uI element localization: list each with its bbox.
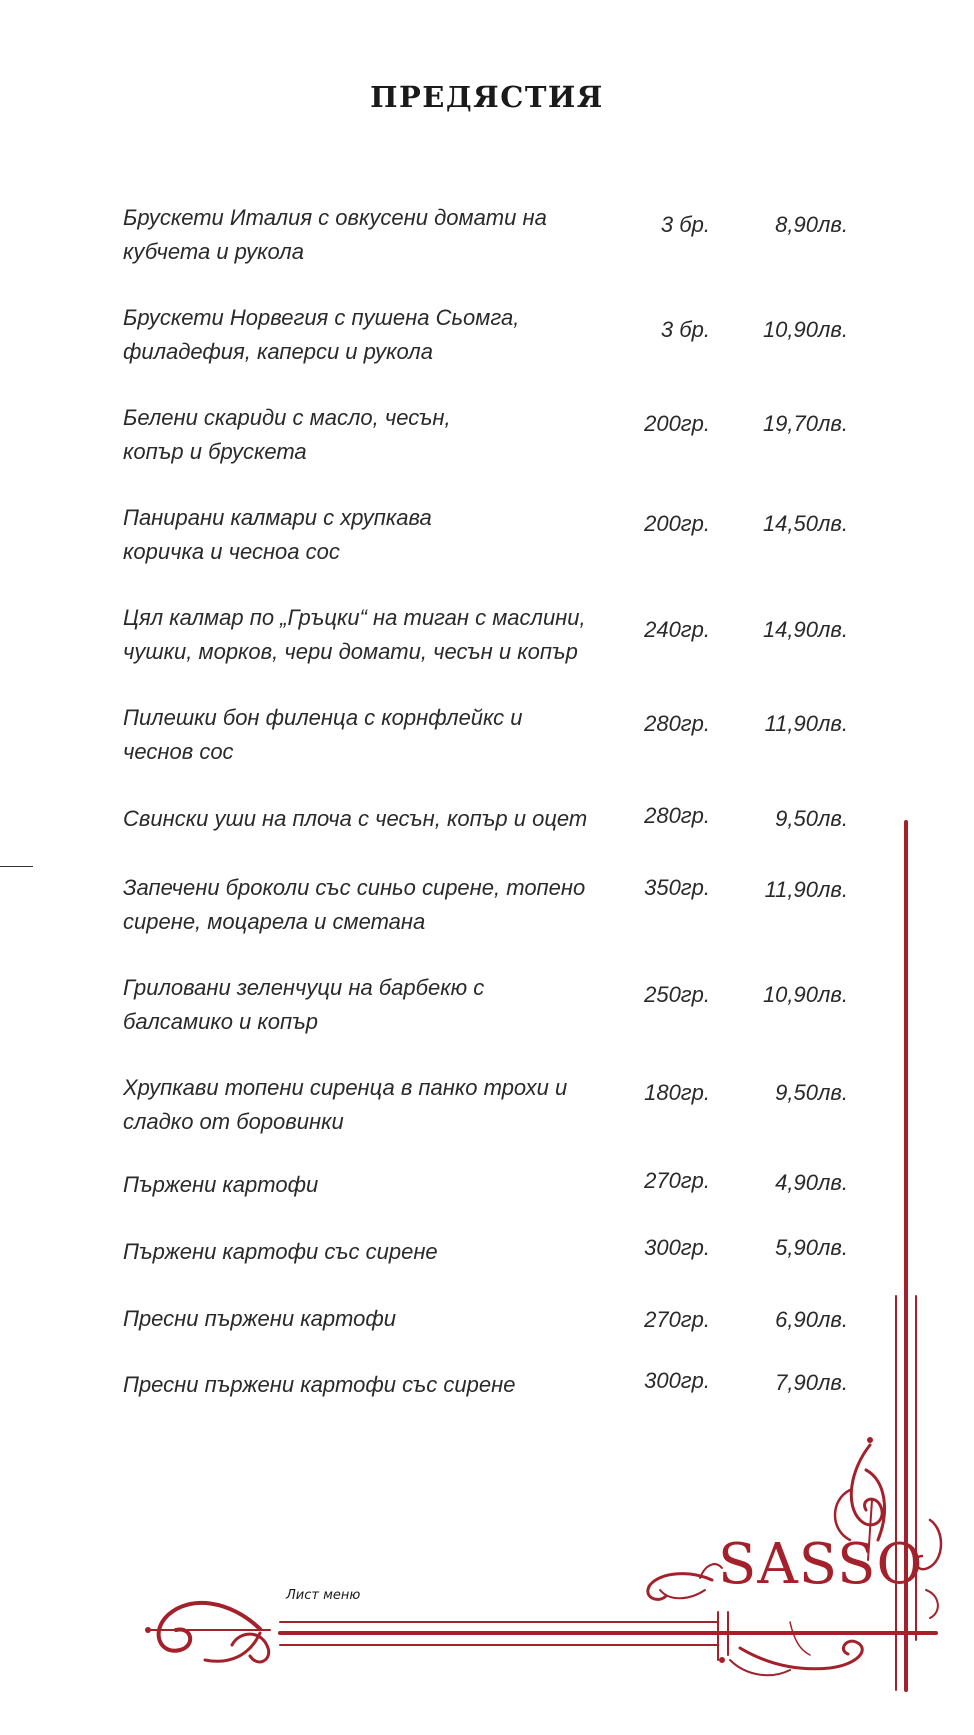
menu-item-quantity: 3 бр. <box>660 317 710 342</box>
menu-item-quantity: 3 бр. <box>660 212 710 237</box>
menu-item-price: 19,70лв. <box>762 411 848 436</box>
menu-item-price: 8,90лв. <box>775 212 848 237</box>
brand-logo: SASSO <box>718 1532 924 1597</box>
menu-item-quantity: 180гр. <box>644 1080 710 1105</box>
menu-item-quantity: 270гр. <box>644 1168 710 1193</box>
menu-item-price: 7,90лв. <box>775 1370 848 1395</box>
menu-item-name: Гриловани зеленчуци на барбекю с балсамико и копър <box>123 975 485 1034</box>
menu-item-name: Пресни пържени картофи със сирене <box>123 1372 516 1397</box>
menu-item-price: 14,90лв. <box>762 617 848 642</box>
menu-item-price: 10,90лв. <box>762 982 848 1007</box>
footer-label: Лист меню <box>286 1588 361 1603</box>
menu-item-name: Цял калмар по „Гръцки“ на тиган с маслини, чушки, морков, чери домати, чесън и копър <box>123 605 586 664</box>
menu-item-price: 11,90лв. <box>764 711 848 736</box>
menu-item-name: Панирани калмари с хрупкава коричка и чесноа сос <box>123 505 432 564</box>
menu-item-price: 14,50лв. <box>762 511 848 536</box>
menu-item-price: 5,90лв. <box>775 1235 848 1260</box>
menu-item-quantity: 270гр. <box>644 1307 710 1332</box>
menu-item-quantity: 200гр. <box>644 411 710 436</box>
menu-item-quantity: 280гр. <box>644 803 710 828</box>
menu-item-quantity: 280гр. <box>644 711 710 736</box>
menu-item-name: Запечени броколи със синьо сирене, топено сирене, моцарела и сметана <box>123 875 586 934</box>
menu-item-name: Хрупкави топени сиренца в панко трохи и сладко от боровинки <box>123 1075 568 1134</box>
menu-item-name: Пържени картофи със сирене <box>123 1239 438 1264</box>
menu-item-quantity: 240гр. <box>644 617 710 642</box>
menu-item-quantity: 200гр. <box>644 511 710 536</box>
menu-item-quantity: 350гр. <box>644 875 710 900</box>
menu-item-name: Пилешки бон филенца с корнфлейкс и чеснов сос <box>123 705 523 764</box>
menu-item-price: 6,90лв. <box>775 1307 848 1332</box>
page-title: ПРЕДЯСТИЯ <box>370 80 604 114</box>
menu-item-name: Брускети Италия с овкусени домати на кубчета и рукола <box>123 205 547 264</box>
menu-item-name: Брускети Норвегия с пушена Сьомга, филадефия, каперси и рукола <box>123 305 520 364</box>
menu-item-name: Белени скариди с масло, чесън, копър и брускета <box>123 405 451 464</box>
menu-item-price: 9,50лв. <box>775 1080 848 1105</box>
menu-item-price: 4,90лв. <box>775 1170 848 1195</box>
menu-item-name: Пържени картофи <box>123 1172 319 1197</box>
menu-item-price: 9,50лв. <box>775 806 848 831</box>
menu-item-price: 10,90лв. <box>762 317 848 342</box>
menu-item-name: Пресни пържени картофи <box>123 1306 396 1331</box>
menu-item-quantity: 300гр. <box>644 1368 710 1393</box>
menu-item-name: Свински уши на плоча с чесън, копър и оцет <box>123 806 588 831</box>
menu-item-price: 11,90лв. <box>764 877 848 902</box>
menu-item-quantity: 250гр. <box>644 982 710 1007</box>
menu-item-quantity: 300гр. <box>644 1235 710 1260</box>
